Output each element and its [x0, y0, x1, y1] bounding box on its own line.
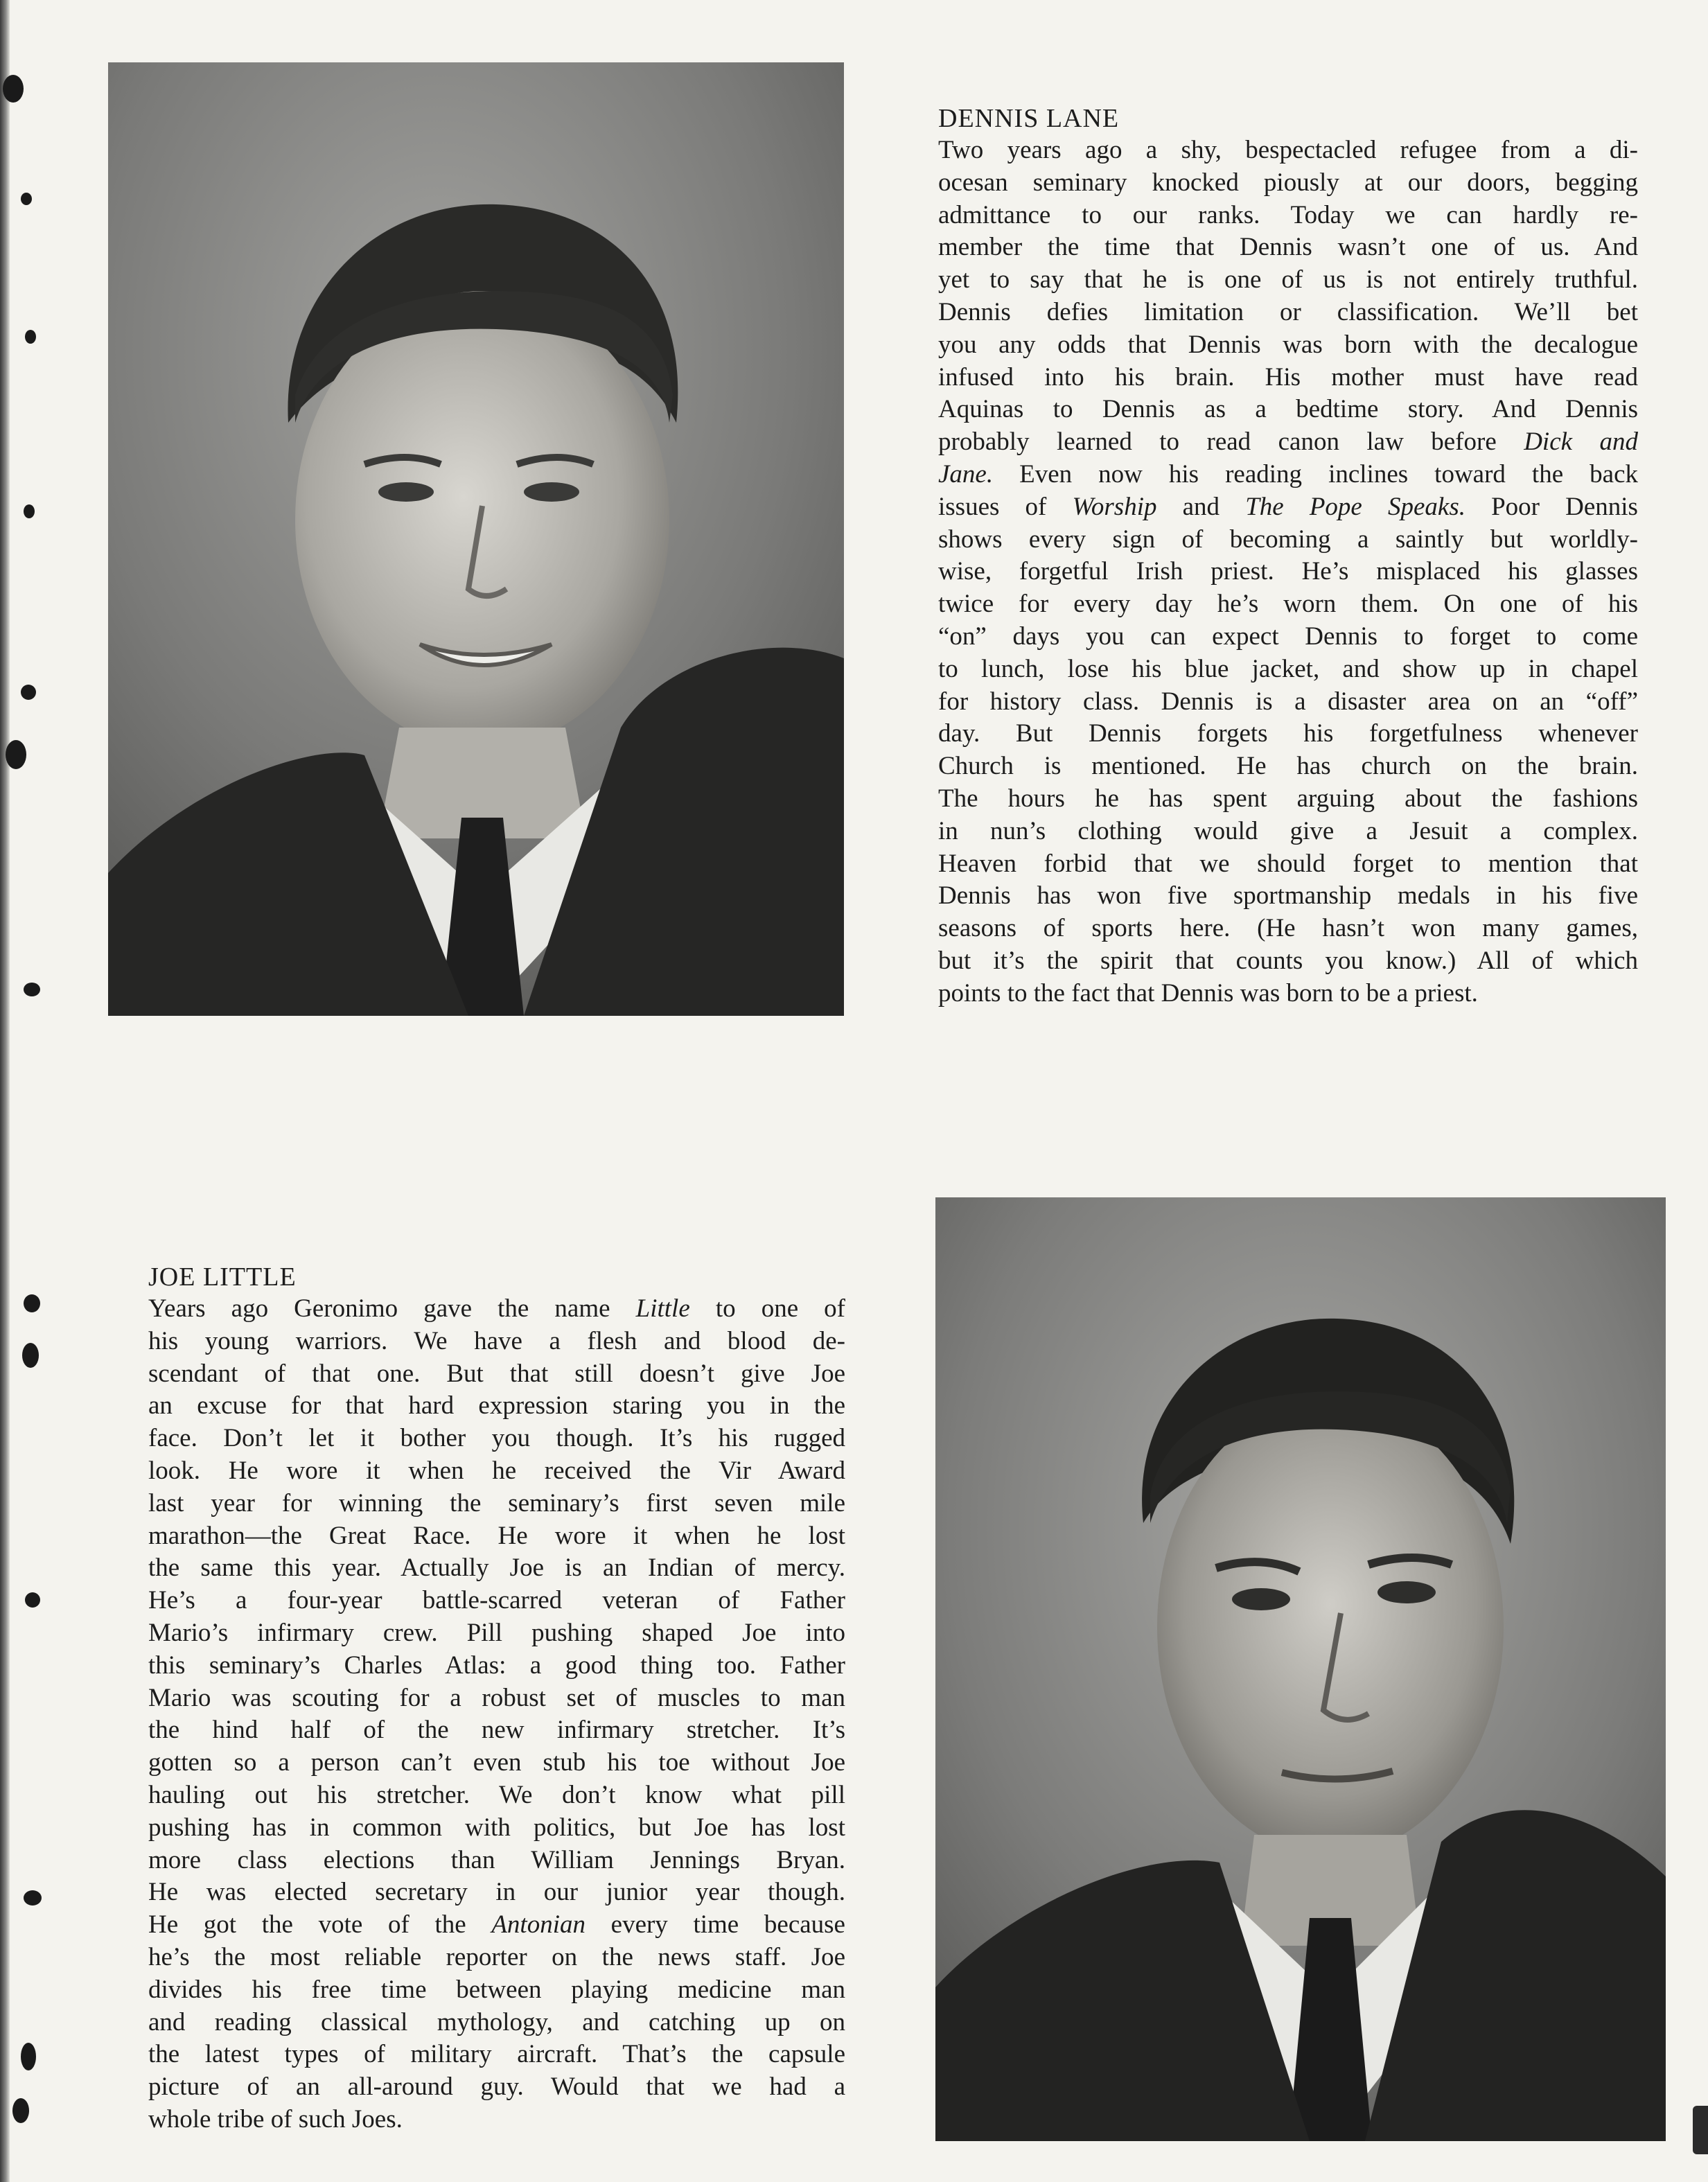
- text-line: Aquinas to Dennis as a bedtime story. And Dennis: [938, 395, 1638, 424]
- text-line: Church is mentioned. He has church on the brain.: [938, 752, 1638, 781]
- text-line: scendant of that one. But that still doesn’t give Joe: [148, 1359, 845, 1388]
- text-line: Mario was scouting for a robust set of muscles to man: [148, 1683, 845, 1712]
- text-line: seasons of sports here. (He hasn’t won many games,: [938, 914, 1638, 943]
- student-name: JOE LITTLE: [148, 1262, 297, 1292]
- text-line: gotten so a person can’t even stub his toe without Joe: [148, 1748, 845, 1777]
- punch-hole: [22, 1343, 39, 1368]
- text-line: he’s the most reliable reporter on the news staff. Joe: [148, 1942, 845, 1971]
- punch-hole: [25, 330, 36, 344]
- text-line: his young warriors. We have a flesh and blood de-: [148, 1326, 845, 1355]
- bio-dennis-lane: [938, 103, 1638, 1010]
- punch-hole: [6, 740, 26, 769]
- text-line: face. Don’t let it bother you though. It’s his rugged: [148, 1424, 845, 1453]
- text-line: Heaven forbid that we should forget to mention that: [938, 849, 1638, 878]
- text-line: in nun’s clothing would give a Jesuit a complex.: [938, 816, 1638, 845]
- text-line: Dennis defies limitation or classification. We’ll bet: [938, 297, 1638, 326]
- text-line: points to the fact that Dennis was born to be a priest.: [938, 978, 1478, 1008]
- text-line: Mario’s infirmary crew. Pill pushing shaped Joe into: [148, 1618, 845, 1647]
- text-line: more class elections than William Jennings Bryan.: [148, 1845, 845, 1874]
- text-line: but it’s the spirit that counts you know.) All of which: [938, 946, 1638, 975]
- binder-edge: [0, 0, 10, 2182]
- text-line: He’s a four-year battle-scarred veteran of Father: [148, 1586, 845, 1615]
- portrait-illustration: [935, 1197, 1666, 2141]
- text-line: pushing has in common with politics, but Joe has lost: [148, 1813, 845, 1842]
- text-line: shows every sign of becoming a saintly but worldly-: [938, 525, 1638, 554]
- text-line: last year for winning the seminary’s first seven mile: [148, 1488, 845, 1517]
- text-line: look. He wore it when he received the Vir Award: [148, 1456, 845, 1485]
- bio-text: [938, 134, 1638, 1010]
- text-line: He was elected secretary in our junior year though.: [148, 1878, 845, 1907]
- portrait-photo-bottom: [935, 1197, 1666, 2141]
- page-corner-mark: [1693, 2106, 1708, 2154]
- text-line: marathon—the Great Race. He wore it when he lost: [148, 1521, 845, 1550]
- punch-hole: [24, 1890, 42, 1906]
- text-line: you any odds that Dennis was born with the decalogue: [938, 330, 1638, 359]
- student-name: DENNIS LANE: [938, 104, 1120, 133]
- text-line: twice for every day he’s worn them. On one of his: [938, 590, 1638, 619]
- punch-hole: [3, 75, 24, 103]
- text-line: infused into his brain. His mother must have read: [938, 362, 1638, 391]
- text-line: The hours he has spent arguing about the fashions: [938, 784, 1638, 813]
- text-line: and reading classical mythology, and catching up on: [148, 2007, 845, 2036]
- punch-hole: [21, 685, 36, 700]
- text-line: day. But Dennis forgets his forgetfulness whenever: [938, 719, 1638, 748]
- text-line: He got the vote of the Antonian every time because: [148, 1910, 845, 1939]
- text-line: Dennis has won five sportmanship medals in his five: [938, 881, 1638, 910]
- text-line: yet to say that he is one of us is not entirely truthful.: [938, 265, 1638, 294]
- punch-hole: [24, 1294, 40, 1312]
- punch-hole: [24, 983, 40, 996]
- text-line: Two years ago a shy, bespectacled refugee from a di-: [938, 136, 1638, 164]
- punch-hole: [12, 2098, 29, 2123]
- text-line: wise, forgetful Irish priest. He’s misplaced his glasses: [938, 557, 1638, 586]
- bio-joe-little: [148, 1261, 845, 2136]
- text-line: “on” days you can expect Dennis to forget to come: [938, 622, 1638, 651]
- text-line: the hind half of the new infirmary stretcher. It’s: [148, 1716, 845, 1745]
- text-line: picture of an all-around guy. Would that we had a: [148, 2073, 845, 2102]
- text-line: Jane. Even now his reading inclines toward the back: [938, 459, 1638, 489]
- text-line: whole tribe of such Joes.: [148, 2104, 403, 2133]
- text-line: probably learned to read canon law before Dick and: [938, 428, 1638, 457]
- text-line: divides his free time between playing medicine man: [148, 1975, 845, 2004]
- text-line: hauling out his stretcher. We don’t know what pill: [148, 1780, 845, 1809]
- text-line: the same this year. Actually Joe is an Indian of mercy.: [148, 1554, 845, 1583]
- text-line: member the time that Dennis wasn’t one of us. And: [938, 233, 1638, 262]
- punch-hole: [21, 193, 32, 205]
- portrait-illustration: [108, 62, 844, 1016]
- punch-hole: [25, 1592, 40, 1608]
- text-line: this seminary’s Charles Atlas: a good thing too. Father: [148, 1651, 845, 1680]
- punch-hole: [24, 504, 35, 518]
- text-line: admittance to our ranks. Today we can hardly re-: [938, 200, 1638, 229]
- text-line: issues of Worship and The Pope Speaks. Poor Dennis: [938, 492, 1638, 521]
- text-line: to lunch, lose his blue jacket, and show up in chapel: [938, 654, 1638, 683]
- text-line: Years ago Geronimo gave the name Little to one of: [148, 1294, 846, 1323]
- bio-text: [148, 1293, 845, 2136]
- portrait-photo-top: [108, 62, 844, 1016]
- text-line: for history class. Dennis is a disaster area on an “off”: [938, 687, 1638, 716]
- punch-hole: [21, 2043, 36, 2070]
- text-line: the latest types of military aircraft. That’s the capsule: [148, 2040, 845, 2069]
- text-line: an excuse for that hard expression staring you in the: [148, 1391, 845, 1420]
- text-line: ocesan seminary knocked piously at our doors, begging: [938, 168, 1638, 197]
